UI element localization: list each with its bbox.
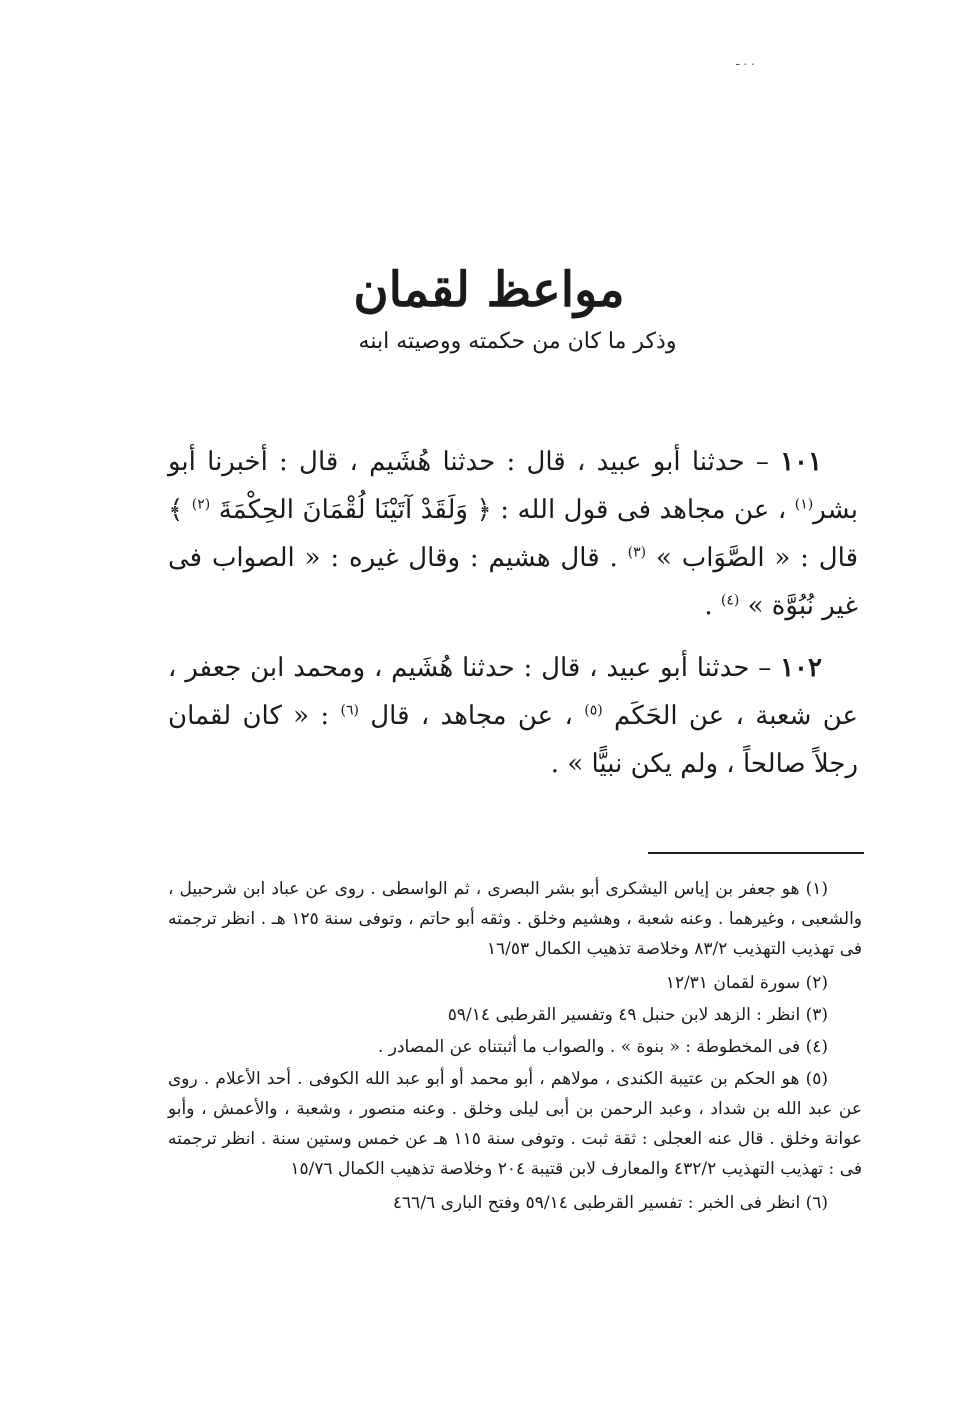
chapter-subtitle: وذكر ما كان من حكمته ووصيته ابنه <box>358 329 677 354</box>
footnote-5: (٥) هو الحكم بن عتيبة الكندى ، مولاهم ، أبو محمد أو أبو عبد الله الكوفى . أحد الأعلام . روى عن عبد الله بن شداد ، وعبد الرحمن بن أبى ليلى وخلق . وعنه منصور ، وشعبة ، والأعمش ، وأبو عوانة وخلق . قال عنه العجلى : ثقة ثبت . وتوفى سنة ١١٥ هـ عن خمس وستين سنة . انظر ترجمته فى : تهذيب التهذيب ٤٣٢/٢ والمعارف لابن قتيبة ٢٠٤ وخلاصة تذهيب الكمال ١٥/٧٦ <box>168 1069 862 1179</box>
footnote-2: (٢) سورة لقمان ١٢/٣١ <box>665 973 828 993</box>
chapter-title: مواعظ لقمان <box>353 262 625 318</box>
hadith-number: ١٠٢ <box>780 653 822 683</box>
footnote-3: (٣) انظر : الزهد لابن حنبل ٤٩ وتفسير القرطبى ٥٩/١٤ <box>447 1005 828 1025</box>
footnote-6: (٦) انظر فى الخبر : تفسير القرطبى ٥٩/١٤ وفتح البارى ٤٦٦/٦ <box>392 1193 828 1213</box>
page-mark: ـ . . <box>736 54 755 68</box>
hadith-text: ﴾ قال : « الصَّوَاب » <box>168 495 859 573</box>
footnote-1: (١) هو جعفر بن إياس اليشكرى أبو بشر البصرى ، ثم الواسطى . روى عن عباد ابن شرحبيل ، والشعبى ، وغيرهما . وعنه شعبة ، وهشيم وخلق . وثقه أبو حاتم ، وتوفى سنة ١٢٥ هـ . انظر ترجمته فى تهذيب التهذيب ٨٣/٢ وخلاصة تذهيب الكمال ١٦/٥٣ <box>168 879 862 959</box>
footnote-ref: (٤) <box>720 592 740 609</box>
footnote-ref: (٦) <box>340 702 359 719</box>
footnote-4: (٤) فى المخطوطة : « بنوة » . والصواب ما أثبتناه عن المصادر . <box>377 1037 828 1057</box>
hadith-text: . قال هشيم : وقال غيره : « الصواب فى غير نُبُوَّة » <box>168 543 858 621</box>
main-text <box>168 438 858 802</box>
hadith-text: : « كان لقمان رجلاً صالحاً ، ولم يكن نبيًّا » . <box>168 701 858 779</box>
hadith-number: ١٠١ <box>780 447 822 477</box>
footnotes <box>168 874 862 1220</box>
hadith-text: . <box>704 591 721 621</box>
hadith-101 <box>168 438 858 630</box>
hadith-text: – حدثنا أبو عبيد ، قال : حدثنا هُشَيم ، قال : أخبرنا أبو بشر <box>168 447 858 525</box>
footnote-ref: (٣) <box>627 544 647 561</box>
footnote-ref: (٥) <box>584 702 603 719</box>
hadith-text: ، عن مجاهد ، قال <box>358 701 585 731</box>
hadith-102 <box>168 644 858 788</box>
footnote-divider <box>648 852 864 854</box>
footnote-ref: (١) <box>794 496 814 513</box>
footnote-ref: (٢) <box>191 496 211 513</box>
hadith-text: ، عن مجاهد فى قول الله : ﴿ وَلَقَدْ آتَيْنَا لُقْمَانَ الحِكْمَةَ <box>210 495 795 525</box>
hadith-text: – حدثنا أبو عبيد ، قال : حدثنا هُشَيم ، ومحمد ابن جعفر ، عن شعبة ، عن الحَكَم <box>168 653 859 731</box>
